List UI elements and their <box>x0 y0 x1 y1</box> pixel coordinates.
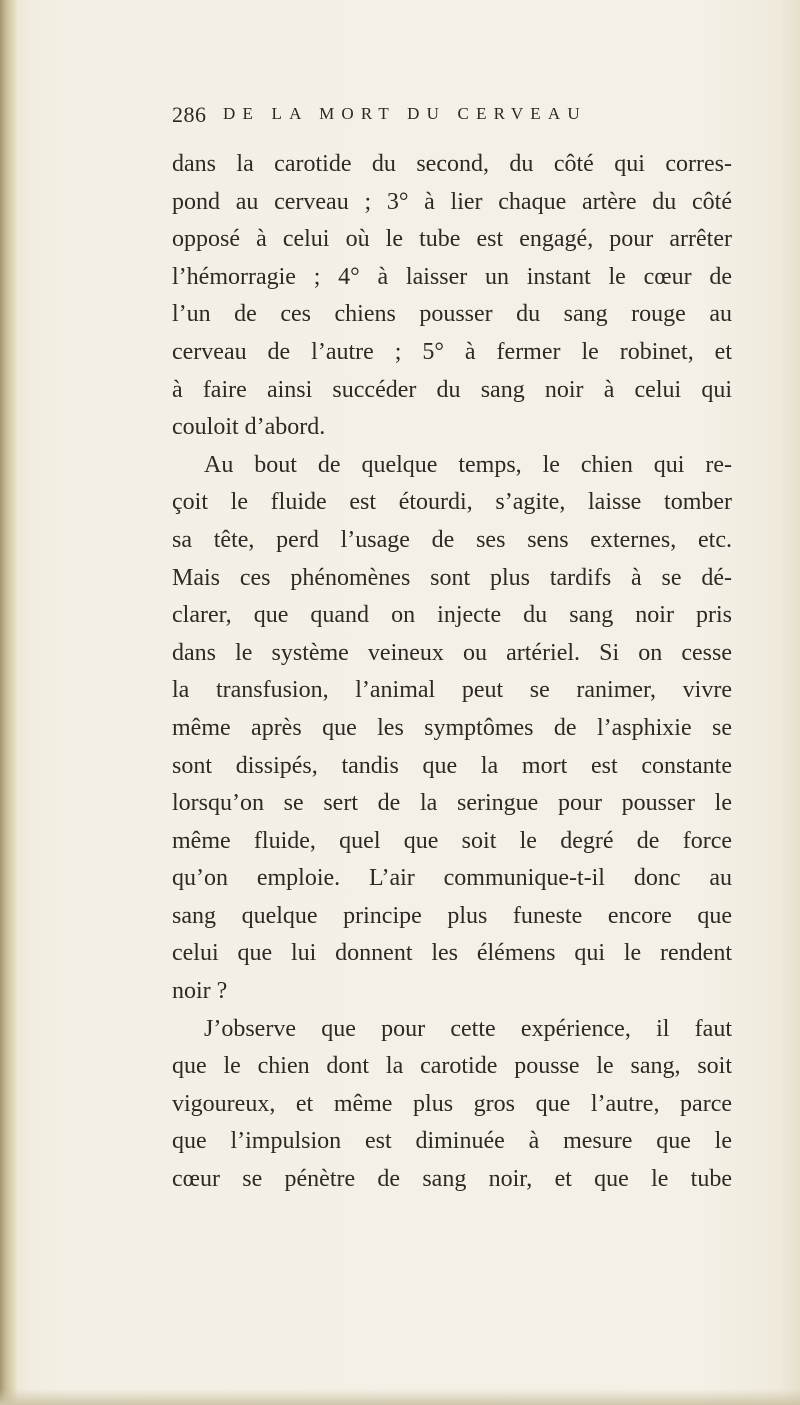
text-line: même fluide, quel que soit le degré de force <box>172 827 732 854</box>
text-line: la transfusion, l’animal peut se ranimer, vivre <box>172 677 732 704</box>
text-line: dans la carotide du second, du côté qui corres- <box>172 151 732 177</box>
text-line: dans le système veineux ou artériel. Si on cesse <box>172 639 732 666</box>
text-line: qu’on emploie. L’air communique-t-il donc au <box>172 865 732 892</box>
text-line: sang quelque principe plus funeste encore que <box>172 902 732 929</box>
running-head: DE LA MORT DU CERVEAU <box>223 104 587 123</box>
text-line: que l’impulsion est diminuée à mesure que le <box>172 1128 732 1155</box>
text-line: sont dissipés, tandis que la mort est constante <box>172 752 732 779</box>
paragraph-end-line: noir ? <box>172 978 228 1005</box>
paragraph-start-line: Au bout de quelque temps, le chien qui re- <box>204 451 732 478</box>
page-gutter-shadow <box>0 0 18 1405</box>
text-line: celui que lui donnent les élémens qui le rendent <box>172 940 732 967</box>
text-line: sa tête, perd l’usage de ses sens externes, etc. <box>172 526 732 553</box>
page-header <box>172 102 732 130</box>
text-line: Mais ces phénomènes sont plus tardifs à se dé- <box>172 564 732 591</box>
text-line: opposé à celui où le tube est engagé, pour arrêter <box>172 226 732 253</box>
text-line: cerveau de l’autre ; 5° à fermer le robinet, et <box>172 338 732 365</box>
paragraph-start-line: J’observe que pour cette expérience, il faut <box>204 1015 732 1042</box>
body-text <box>172 146 732 1199</box>
text-line: que le chien dont la carotide pousse le sang, soit <box>172 1053 732 1080</box>
text-line: pond au cerveau ; 3° à lier chaque artère du côté <box>172 188 732 215</box>
text-line: l’hémorragie ; 4° à laisser un instant le cœur de <box>172 263 732 290</box>
text-line: l’un de ces chiens pousser du sang rouge au <box>172 301 732 328</box>
text-line: même après que les symptômes de l’asphixie se <box>172 714 732 741</box>
text-line: çoit le fluide est étourdi, s’agite, laisse tomber <box>172 489 732 516</box>
text-line: à faire ainsi succéder du sang noir à celui qui <box>172 376 732 403</box>
paragraph-end-line: couloit d’abord. <box>172 414 326 441</box>
page-bottom-edge <box>0 1389 800 1405</box>
text-line: vigoureux, et même plus gros que l’autre, parce <box>172 1090 732 1117</box>
page-number: 286 <box>172 102 207 127</box>
text-line: clarer, que quand on injecte du sang noir pris <box>172 602 732 629</box>
text-line: lorsqu’on se sert de la seringue pour pousser le <box>172 790 732 817</box>
text-line: cœur se pénètre de sang noir, et que le tube <box>172 1166 732 1193</box>
